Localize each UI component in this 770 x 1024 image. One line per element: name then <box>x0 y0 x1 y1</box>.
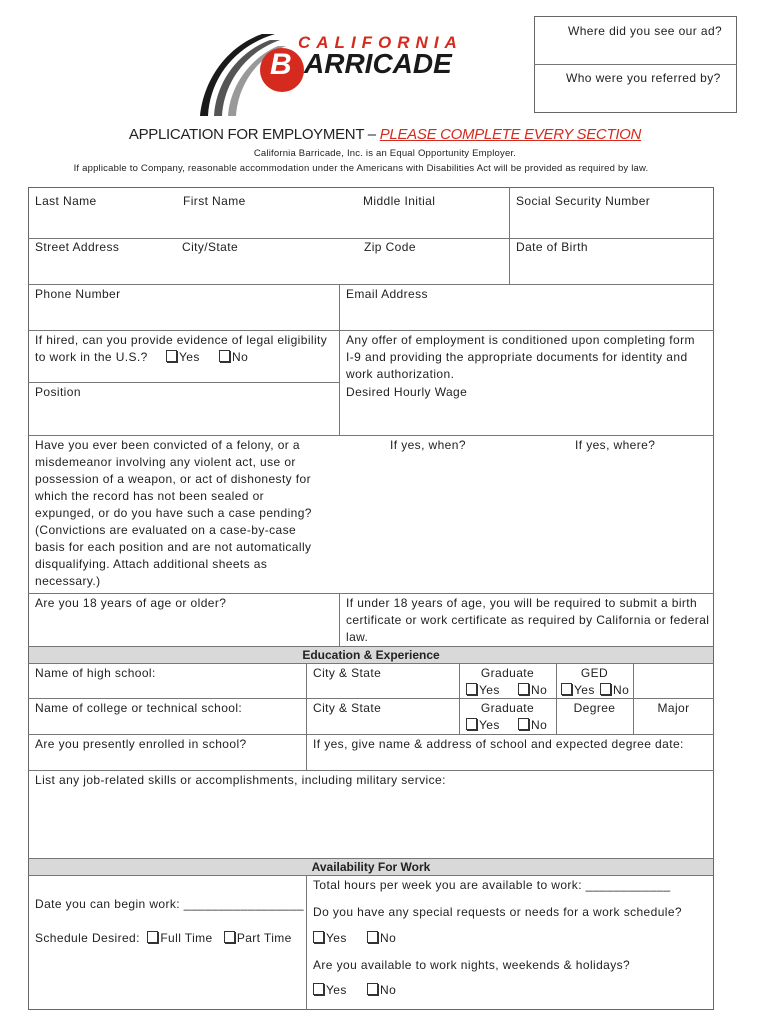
rule <box>339 593 340 646</box>
logo-line1: CALIFORNIA <box>298 33 463 52</box>
ged-label: GED <box>580 666 609 680</box>
nights-no[interactable] <box>367 982 396 999</box>
hs-graduate-yes[interactable] <box>466 682 500 699</box>
rule <box>28 330 714 331</box>
if-yes-where-label: If yes, where? <box>575 438 656 452</box>
ssn-label: Social Security Number <box>516 194 651 208</box>
i9-note: Any offer of employment is conditioned upon completing form I-9 and providing the appropriate documents for identity and work authorization. <box>346 333 695 381</box>
logo-line2: ARRICADE <box>304 48 452 79</box>
high-school-label: Name of high school: <box>35 666 156 680</box>
checkbox-icon[interactable] <box>518 683 529 695</box>
yes-label: Yes <box>479 683 500 697</box>
rule <box>28 382 339 383</box>
checkbox-icon[interactable] <box>466 683 477 695</box>
middle-initial-label: Middle Initial <box>363 194 436 208</box>
yes-label: Yes <box>179 350 200 364</box>
rule <box>339 284 340 435</box>
rule <box>28 734 714 735</box>
referral-label: Who were you referred by? <box>566 71 721 85</box>
skills-label: List any job-related skills or accomplishments, including military service: <box>35 773 446 787</box>
schedule-row <box>35 930 292 947</box>
age-question: Are you 18 years of age or older? <box>35 596 227 610</box>
schedule-label: Schedule Desired: <box>35 931 140 945</box>
hs-graduate-no[interactable] <box>518 682 547 699</box>
full-time-checkbox-icon[interactable] <box>147 931 158 943</box>
checkbox-icon[interactable] <box>367 983 378 995</box>
first-name-label: First Name <box>183 194 246 208</box>
nights-yes[interactable] <box>313 982 347 999</box>
college-graduate-no[interactable] <box>518 717 547 734</box>
checkbox-icon[interactable] <box>518 718 529 730</box>
rule <box>633 663 634 734</box>
yes-label: Yes <box>326 983 347 997</box>
logo-initial: B <box>270 48 293 81</box>
part-time-label: Part Time <box>236 931 292 945</box>
eligibility-no[interactable] <box>219 349 248 366</box>
college-graduate-yes[interactable] <box>466 717 500 734</box>
no-label: No <box>531 718 548 732</box>
rule <box>28 875 714 876</box>
street-address-label: Street Address <box>35 240 120 254</box>
felony-question: Have you ever been convicted of a felony, or a misdemeanor involving any violent act, use or possession of a weapon, or act of dishonesty for which the record has not been sealed or expunged, or do you have such a case pending? (Convictions are evaluated on a case-by-case basis for each position and are not automatically disqualifying. Attach additional sheets as necessary.) <box>35 438 312 588</box>
rule <box>509 187 510 284</box>
eligibility-question: If hired, can you provide evidence of legal eligibility <box>35 333 328 347</box>
major-label: Major <box>657 701 690 715</box>
hours-label: Total hours per week you are available to work: ____________ <box>313 878 671 892</box>
checkbox-icon[interactable] <box>367 931 378 943</box>
age-note: If under 18 years of age, you will be required to submit a birth certificate or work certificate as required by California or federal law. <box>346 596 710 644</box>
special-requests-label: Do you have any special requests or needs for a work schedule? <box>313 905 682 919</box>
zip-code-label: Zip Code <box>364 240 416 254</box>
ged-yes[interactable] <box>561 682 595 699</box>
rule <box>28 284 714 285</box>
eeo-statement: California Barricade, Inc. is an Equal Opportunity Employer. <box>253 148 517 159</box>
last-name-label: Last Name <box>35 194 97 208</box>
checkbox-icon[interactable] <box>313 931 324 943</box>
if-yes-when-label: If yes, when? <box>390 438 466 452</box>
position-label: Position <box>35 385 81 399</box>
enrolled-note: If yes, give name & address of school and expected degree date: <box>313 737 684 751</box>
special-no[interactable] <box>367 930 396 947</box>
yes-label: Yes <box>574 683 595 697</box>
company-logo <box>200 28 505 120</box>
nights-weekends-label: Are you available to work nights, weekends & holidays? <box>313 958 631 972</box>
rule <box>28 770 714 771</box>
part-time-checkbox-icon[interactable] <box>224 931 235 943</box>
ad-source-label: Where did you see our ad? <box>568 24 723 38</box>
yes-label: Yes <box>479 718 500 732</box>
rule <box>28 663 714 664</box>
special-yes[interactable] <box>313 930 347 947</box>
availability-heading: Availability For Work <box>311 860 431 874</box>
start-date-label: Date you can begin work: _________________ <box>35 897 304 911</box>
ada-statement: If applicable to Company, reasonable accommodation under the Americans with Disabilities Act will be provided as required by law. <box>73 163 649 174</box>
no-label: No <box>380 983 397 997</box>
checkbox-icon[interactable] <box>219 350 230 362</box>
page-title <box>0 125 770 145</box>
rule <box>28 435 714 436</box>
ad-box-divider <box>534 64 737 65</box>
dob-label: Date of Birth <box>516 240 588 254</box>
checkbox-icon[interactable] <box>600 683 611 695</box>
rule <box>306 875 307 1010</box>
rule <box>306 663 307 770</box>
checkbox-icon[interactable] <box>466 718 477 730</box>
no-label: No <box>380 931 397 945</box>
checkbox-icon[interactable] <box>561 683 572 695</box>
education-heading: Education & Experience <box>302 648 440 662</box>
eligibility-yes[interactable] <box>166 349 200 366</box>
no-label: No <box>613 683 630 697</box>
email-label: Email Address <box>346 287 428 301</box>
college-city-state-label: City & State <box>313 701 382 715</box>
rule <box>28 593 714 594</box>
checkbox-icon[interactable] <box>166 350 177 362</box>
enrolled-question: Are you presently enrolled in school? <box>35 737 247 751</box>
college-graduate-label: Graduate <box>480 701 535 715</box>
no-label: No <box>531 683 548 697</box>
no-label: No <box>232 350 249 364</box>
phone-label: Phone Number <box>35 287 121 301</box>
title-emphasis: PLEASE COMPLETE EVERY SECTION <box>379 126 642 143</box>
yes-label: Yes <box>326 931 347 945</box>
hs-graduate-label: Graduate <box>480 666 535 680</box>
degree-label: Degree <box>573 701 616 715</box>
full-time-label: Full Time <box>160 931 213 945</box>
checkbox-icon[interactable] <box>313 983 324 995</box>
ged-no[interactable] <box>600 682 629 699</box>
wage-label: Desired Hourly Wage <box>346 385 468 399</box>
city-state-label: City/State <box>182 240 239 254</box>
title-main: APPLICATION FOR EMPLOYMENT – <box>128 126 380 143</box>
college-label: Name of college or technical school: <box>35 701 243 715</box>
hs-city-state-label: City & State <box>313 666 382 680</box>
eligibility-question-line2: to work in the U.S.? <box>35 350 148 364</box>
